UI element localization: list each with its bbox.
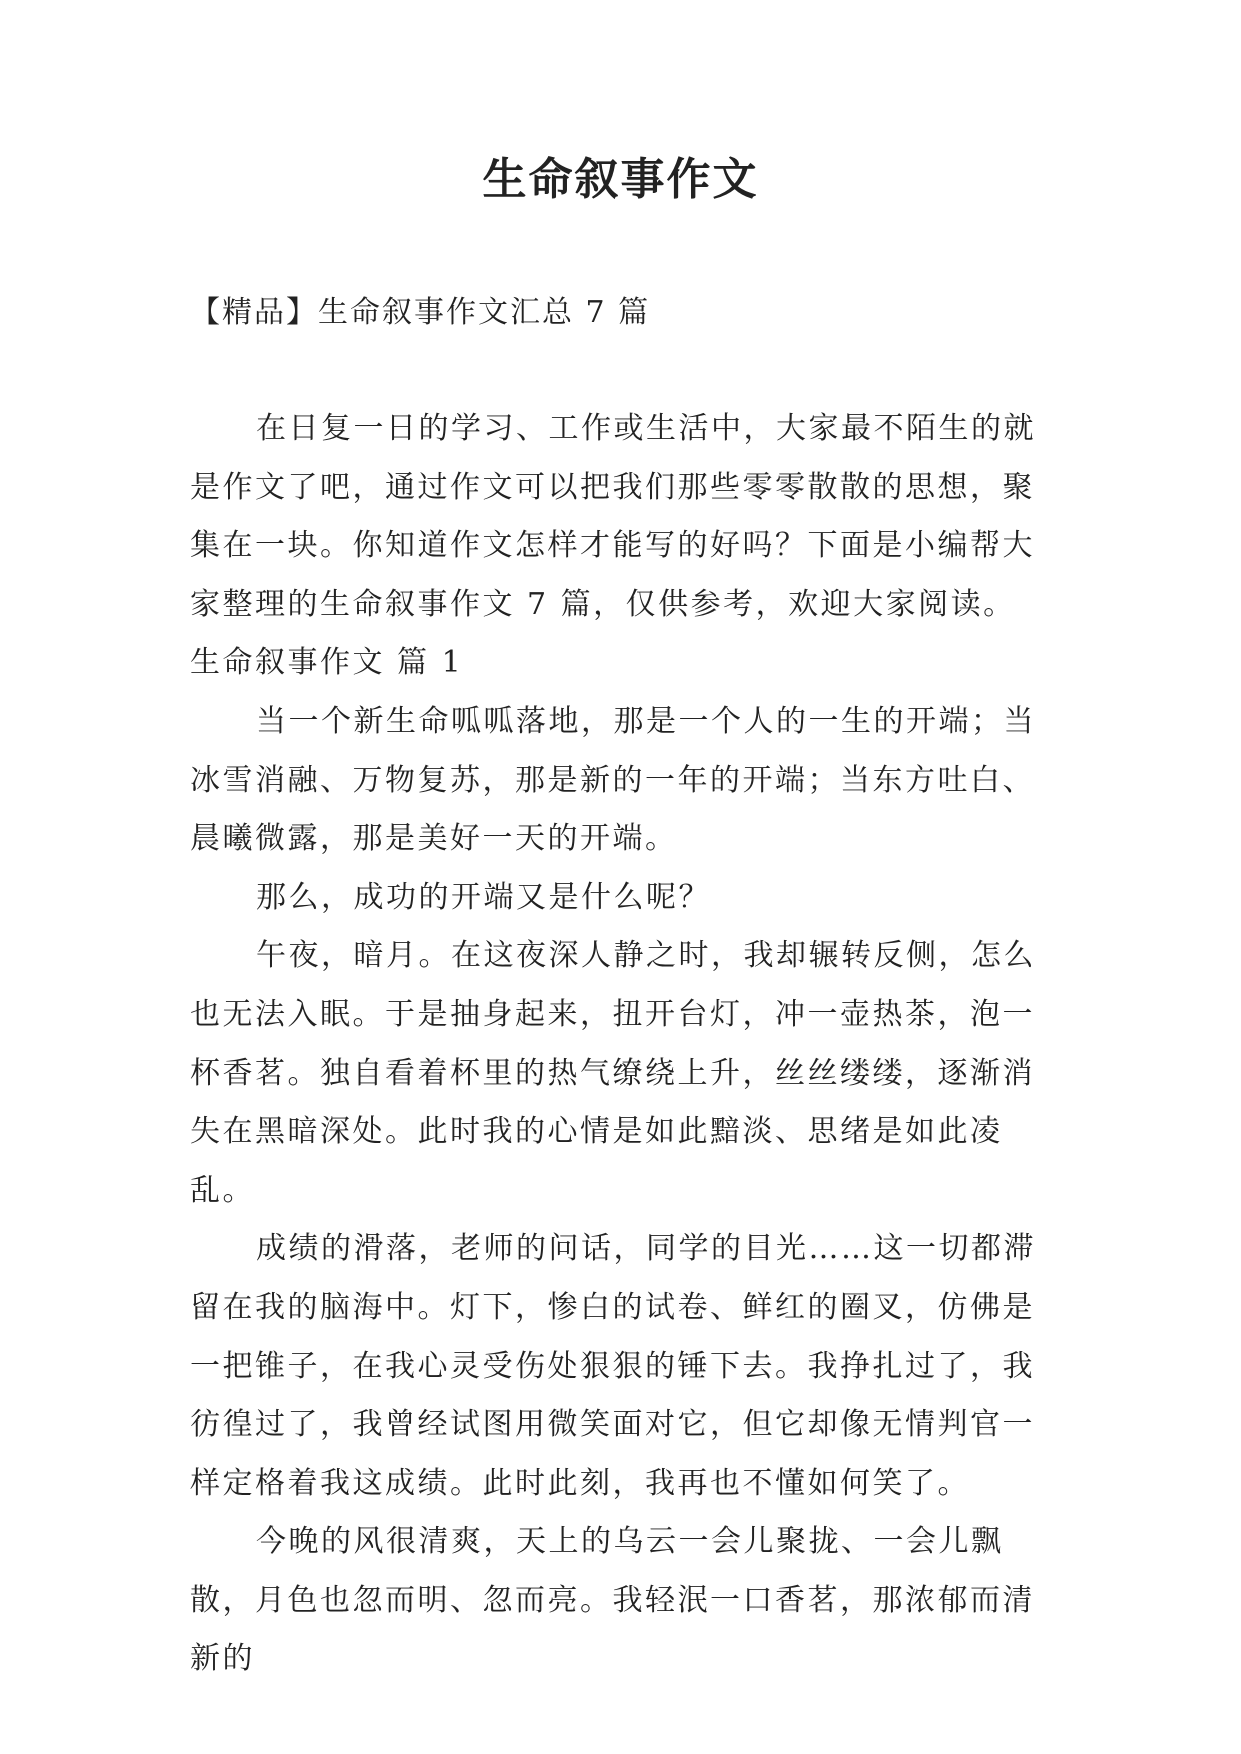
- body-paragraph: 那么，成功的开端又是什么呢？: [256, 879, 711, 915]
- body-paragraph: 成绩的滑落，老师的问话，同学的目光……这一切都滞留在我的脑海中。灯下，惨白的试卷、鲜红的圈叉，仿佛是一把锥子，在我心灵受伤处狠狠的锤下去。我挣扎过了，我彷徨过了，我曾经试图用微笑面对它，但它却像无情判官一样定格着我这成绩。此时此刻，我再也不懂如何笑了。: [190, 1231, 1036, 1501]
- body-paragraph: 当一个新生命呱呱落地，那是一个人的一生的开端；当冰雪消融、万物复苏，那是新的一年的开端；当东方吐白、晨曦微露，那是美好一天的开端。: [190, 703, 1036, 857]
- intro-paragraph: 在日复一日的学习、工作或生活中，大家最不陌生的就是作文了吧，通过作文可以把我们那些零零散散的思想，聚集在一块。你知道作文怎样才能写的好吗？下面是小编帮大家整理的生命叙事作文 7 篇，仅供参考，欢迎大家阅读。: [190, 411, 1036, 622]
- document-body: [190, 400, 1060, 1689]
- body-paragraph: 午夜，暗月。在这夜深人静之时，我却辗转反侧，怎么也无法入眠。于是抽身起来，扭开台灯，冲一壶热茶，泡一杯香茗。独自看着杯里的热气缭绕上升，丝丝缕缕，逐渐消失在黑暗深处。此时我的心情是如此黯淡、思绪是如此凌乱。: [190, 938, 1036, 1208]
- body-paragraph: 今晚的风很清爽，天上的乌云一会儿聚拢、一会儿飘散，月色也忽而明、忽而亮。我轻泯一口香茗，那浓郁而清新的: [190, 1524, 1035, 1677]
- document-subtitle: 【精品】生命叙事作文汇总 7 篇: [190, 295, 651, 330]
- section-heading: 生命叙事作文 篇 1: [190, 645, 464, 681]
- document-title: 生命叙事作文: [482, 154, 759, 205]
